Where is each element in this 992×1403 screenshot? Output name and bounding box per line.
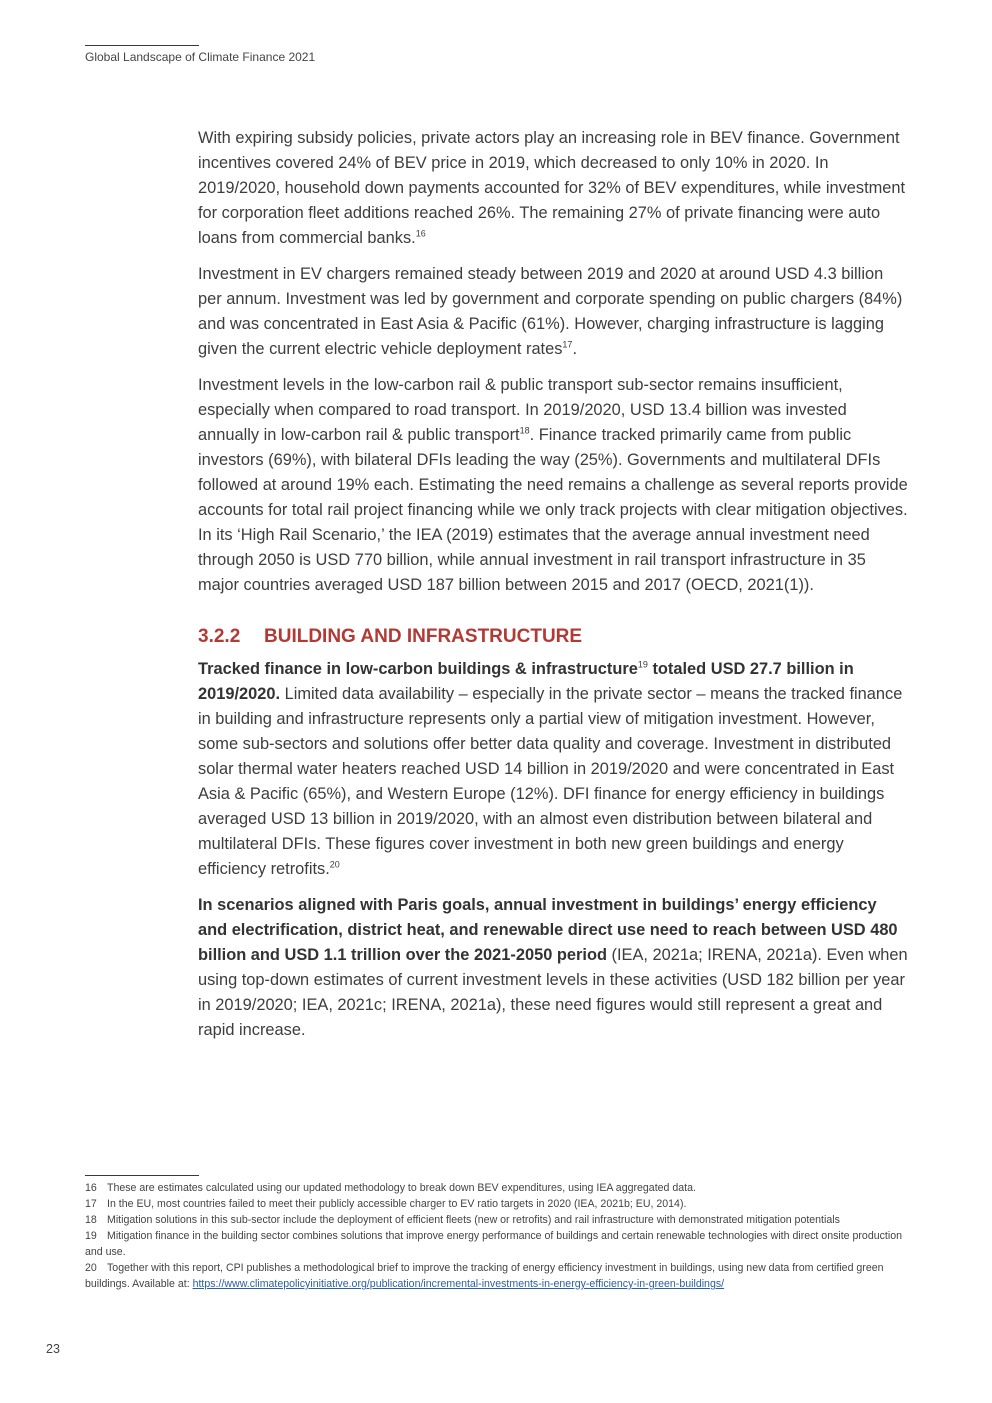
section-heading <box>198 624 910 650</box>
footnote-ref-19[interactable]: 19 <box>637 659 648 670</box>
paragraph-buildings-finance: Tracked finance in low-carbon buildings & infrastructure$^{19}$ totaled USD 27.7 billion in 2019/2020. Limited data availability – especially in the private sector – means the tracked finance in building and infrastructure represents only a partial view of mitigation investment. However, some sub-sectors and solutions offer better data quality and coverage. Investment in distributed solar thermal water heaters reached USD 14 billion in 2019/2020 and were concentrated in East Asia & Pacific (65%), and Western Europe (12%). DFI finance for energy efficiency in buildings averaged USD 13 billion in 2019/2020, with an almost even distribution between bilateral and multilateral DFIs. These figures cover investment in both new green buildings and energy efficiency retrofits.$^{20}$ <box>198 659 903 878</box>
paragraph-rail-transport: Investment levels in the low-carbon rail & public transport sub-sector remains insufficient, especially when compared to road transport. In 2019/2020, USD 13.4 billion was invested annually in low-carbon rail & public transport$^{18}$. Finance tracked primarily came from public investors (69%), with bilateral DFIs leading the way (25%). Governments and multilateral DFIs followed at around 19% each. Estimating the need remains a challenge as several reports provide accounts for total rail project financing while we only track projects with clear mitigation objectives. In its ‘High Rail Scenario,’ the IEA (2019) estimates that the average annual investment need through 2050 is USD 770 billion, while annual investment in rail transport infrastructure in 35 major countries averaged USD 187 billion between 2015 and 2017 (OECD, 2021(1)). <box>198 376 908 594</box>
section-number: 3.2.2 <box>198 626 241 647</box>
header-rule <box>85 45 199 46</box>
footnote-20: 20 Together with this report, CPI publishes a methodological brief to improve the tracking of energy efficiency investment in buildings, using new data from certified green buildings. Available at: https://www.climatepolicyinitiative.org/publication/incremental-investments-in-energy-efficiency-in-green-buildings/ <box>85 1262 884 1290</box>
footnotes <box>85 1180 905 1292</box>
footnote-ref-20[interactable]: 20 <box>329 859 340 870</box>
section-title: BUILDING AND INFRASTRUCTURE <box>264 626 583 647</box>
paragraph-bev-finance: With expiring subsidy policies, private actors play an increasing role in BEV finance. Government incentives covered 24% of BEV price in 2019, which decreased to only 10% in 2020. In 2019/2020, household down payments accounted for 32% of BEV expenditures, while investment for corporation fleet additions reached 26%. The remaining 27% of private financing were auto loans from commercial banks.$^{16}$ <box>198 129 906 247</box>
footnote-18: 18 Mitigation solutions in this sub-sector include the deployment of efficient fleets (new or retrofits) and rail infrastructure with demonstrated mitigation potentials <box>85 1214 840 1226</box>
footnote-ref-18[interactable]: 18 <box>519 425 530 436</box>
footnote-17: 17 In the EU, most countries failed to meet their publicly accessible charger to EV ratio targets in 2020 (IEA, 2021b; EU, 2014). <box>85 1198 687 1210</box>
page-number: 23 <box>46 1342 60 1356</box>
running-header: Global Landscape of Climate Finance 2021 <box>85 50 316 64</box>
paragraph-paris-scenarios: In scenarios aligned with Paris goals, annual investment in buildings’ energy efficiency and electrification, district heat, and renewable direct use need to reach between USD 480 billion and USD 1.1 trillion over the 2021-2050 period (IEA, 2021a; IRENA, 2021a). Even when using top-down estimates of current investment levels in these activities (USD 182 billion per year in 2019/2020; IEA, 2021c; IRENA, 2021a), these need figures would still represent a great and rapid increase. <box>198 896 908 1039</box>
footnote-ref-17[interactable]: 17 <box>562 339 573 350</box>
paragraph-ev-chargers: Investment in EV chargers remained steady between 2019 and 2020 at around USD 4.3 billion per annum. Investment was led by government and corporate spending on public chargers (84%) and was concentrated in East Asia & Pacific (61%). However, charging infrastructure is lagging given the current electric vehicle deployment rates$^{17}$. <box>198 265 903 358</box>
main-content <box>198 126 910 1054</box>
footnote-rule <box>85 1175 199 1176</box>
footnote-16: 16 These are estimates calculated using our updated methodology to break down BEV expenditures, using IEA aggregated data. <box>85 1182 696 1194</box>
footnote-ref-16[interactable]: 16 <box>415 228 426 239</box>
footnote-link[interactable]: https://www.climatepolicyinitiative.org/publication/incremental-investments-in-energy-efficiency-in-green-buildings/ <box>192 1278 725 1290</box>
footnote-19: 19 Mitigation finance in the building sector combines solutions that improve energy performance of buildings and certain renewable technologies with direct onsite production and use. <box>85 1230 902 1258</box>
